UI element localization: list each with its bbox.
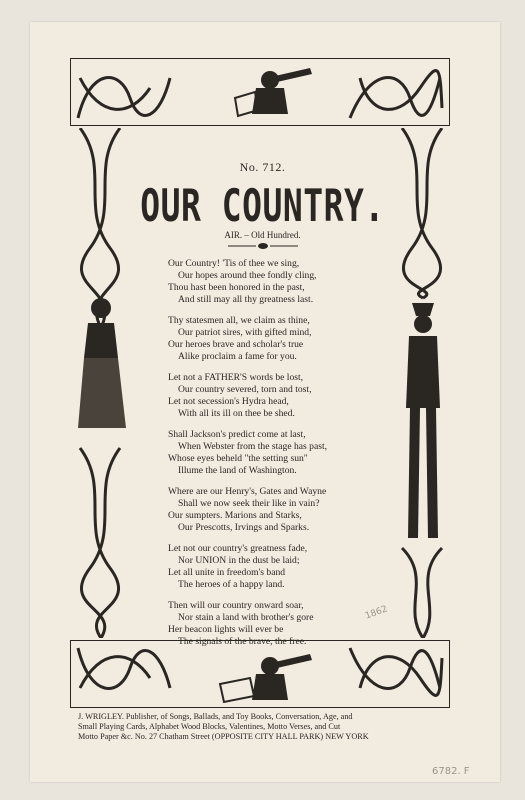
verse-line: Her beacon lights will ever be: [168, 624, 284, 635]
verse-line: Let not our country's greatness fade,: [168, 543, 308, 554]
publisher-imprint: [78, 712, 458, 742]
man-figure-illustration: [406, 303, 440, 538]
verse-line: Our Country! 'Tis of thee we sing,: [168, 258, 300, 269]
imprint-line: Motto Paper &c. No. 27 Chatham Street (OPPOSITE CITY HALL PARK) NEW YORK: [78, 732, 369, 741]
song-content: [140, 160, 385, 657]
verse-line: Nor stain a land with brother's gore: [178, 612, 314, 623]
air-line: AIR. – Old Hundred.: [224, 230, 301, 240]
verse-line: When Webster from the stage has past,: [178, 441, 328, 452]
verse-line: Alike proclaim a fame for you.: [178, 351, 297, 362]
verse-line: Shall Jackson's predict come at last,: [168, 429, 306, 440]
stanza: [168, 372, 385, 420]
imprint-line: J. WRIGLEY. Publisher, of Songs, Ballads, and Toy Books, Conversation, Age, and: [78, 712, 353, 721]
verse-line: Nor UNION in the dust be laid;: [178, 555, 300, 566]
trumpeter-illustration: [235, 68, 312, 116]
verse-line: Thou hast been honored in the past,: [168, 282, 305, 293]
trumpeter-illustration-bottom: [220, 654, 312, 702]
verse-line: Then will our country onward soar,: [168, 600, 304, 611]
verse-line: Our sumpters. Marions and Starks,: [168, 510, 302, 521]
song-number: No. 712.: [239, 160, 286, 174]
pencil-annotation: 1862: [363, 604, 389, 622]
verse-line: Let all unite in freedom's band: [168, 567, 286, 578]
left-ornament-panel: [70, 128, 132, 638]
verse-line: Let not a FATHER'S words be lost,: [168, 372, 304, 383]
stanza: [168, 486, 385, 534]
verse-line: Shall we now seek their like in vain?: [178, 498, 320, 509]
verse-line: Our heroes brave and scholar's true: [168, 339, 304, 350]
verse-line: With all its ill on thee be shed.: [178, 408, 295, 419]
verse-line: The signals of the brave, the free.: [178, 636, 307, 647]
verse-line: The heroes of a happy land.: [178, 579, 285, 590]
stanza: [168, 258, 385, 306]
verse-line: Our hopes around thee fondly cling,: [178, 270, 317, 281]
pencil-annotation: 6782. F: [432, 766, 470, 777]
verse-line: And still may all thy greatness last.: [178, 294, 314, 305]
verse-line: Thy statesmen all, we claim as thine,: [168, 315, 310, 326]
verse-line: Our Prescotts, Irvings and Sparks.: [178, 522, 310, 533]
right-ornament-panel: [392, 128, 454, 638]
stanza: [168, 315, 385, 363]
stanza-list: [140, 258, 385, 648]
verse-line: Illume the land of Washington.: [178, 465, 297, 476]
stanza: [168, 543, 385, 591]
imprint-line: Small Playing Cards, Alphabet Wood Blocks, Valentines, Motto Verses, and Cut: [78, 722, 341, 731]
verse-line: Our patriot sires, with gifted mind,: [178, 327, 312, 338]
top-ornament-border: [70, 58, 450, 126]
verse-line: Whose eyes beheld "the setting sun": [168, 453, 308, 464]
verse-line: Let not secession's Hydra head,: [168, 396, 289, 407]
verse-line: Our country severed, torn and tost,: [178, 384, 312, 395]
woman-figure-illustration: [78, 298, 126, 428]
divider-ornament: [228, 242, 298, 250]
song-title: OUR COUNTRY.: [140, 179, 385, 232]
stanza: [168, 600, 385, 648]
verse-line: Where are our Henry's, Gates and Wayne: [168, 486, 327, 497]
stanza: [168, 429, 385, 477]
